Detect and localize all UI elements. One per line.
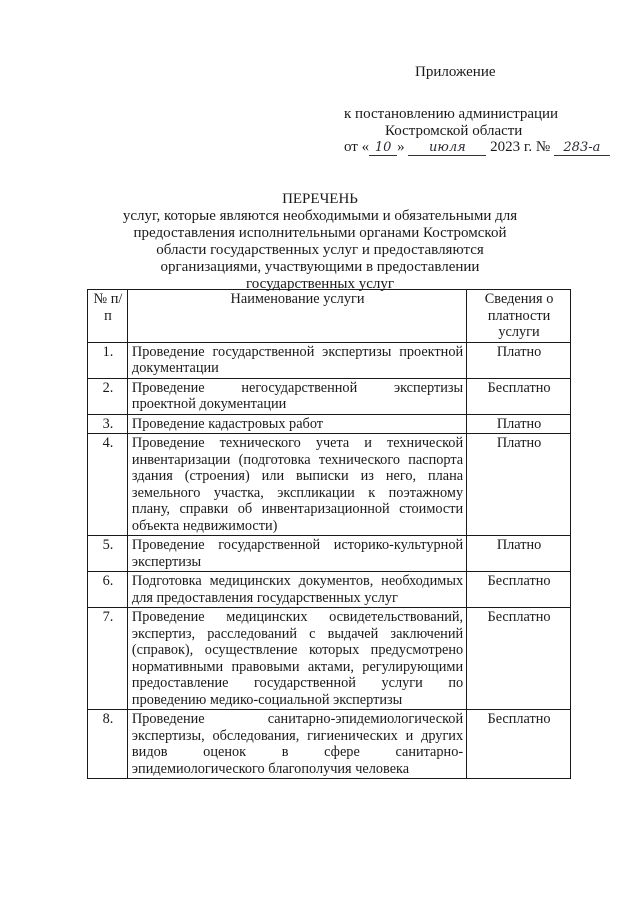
payment-status: Платно [467, 434, 571, 536]
table-row [88, 434, 571, 536]
table-row [88, 414, 571, 434]
table-row [88, 572, 571, 608]
row-number: 7. [88, 608, 128, 710]
service-name: Подготовка медицинских документов, необходимых для предоставления государственных услуг [127, 572, 466, 608]
document-title-block [110, 191, 530, 293]
date-mid: » [397, 139, 405, 155]
table-row [88, 710, 571, 779]
decree-reference: к постановлению администрации [344, 106, 559, 122]
row-number: 1. [88, 342, 128, 378]
row-number: 5. [88, 536, 128, 572]
service-name: Проведение технического учета и технической инвентаризации (подготовка технического паспорта здания (строения) или выписки из него, плана земельного участка, экспликации к поэтажному плану, справки об инвентаризационной стоимости объекта недвижимости) [127, 434, 466, 536]
row-number: 4. [88, 434, 128, 536]
payment-status: Бесплатно [467, 608, 571, 710]
table-header-row [88, 290, 571, 343]
payment-status: Платно [467, 342, 571, 378]
date-prefix: от « [344, 139, 370, 155]
decree-number-handwritten: 283-а [554, 141, 610, 156]
table-row [88, 342, 571, 378]
row-number: 3. [88, 414, 128, 434]
appendix-title: Приложение [415, 64, 496, 80]
list-subtitle: услуг, которые являются необходимыми и обязательными для предоставления исполнительными органами Костромской области государственных услуг и предоставляются организациями, участвующими в предоставлении государственных услуг [122, 208, 518, 292]
service-name: Проведение кадастровых работ [127, 414, 466, 434]
decree-date-line [344, 139, 610, 156]
service-name: Проведение санитарно-эпидемиологической экспертизы, обследования, гигиенических и других видов оценок в сфере санитарно-эпидемиологического благополучия человека [127, 710, 466, 779]
service-name: Проведение негосударственной экспертизы проектной документации [127, 378, 466, 414]
payment-status: Бесплатно [467, 378, 571, 414]
row-number: 6. [88, 572, 128, 608]
table-row [88, 378, 571, 414]
service-name: Проведение медицинских освидетельствований, экспертиз, расследований с выдачей заключений (справок), осуществление которых предусмотрено нормативными правовыми актами, регулирующими предоставление государственной услуги по проведению медико-социальной экспертизы [127, 608, 466, 710]
services-table [87, 289, 571, 779]
date-month-handwritten: июля [408, 141, 486, 156]
date-day-handwritten: 10 [369, 141, 397, 156]
region-name: Костромской области [385, 123, 523, 139]
date-year: 2023 г. № [490, 139, 551, 155]
payment-status: Бесплатно [467, 710, 571, 779]
service-name: Проведение государственной экспертизы проектной документации [127, 342, 466, 378]
payment-status: Бесплатно [467, 572, 571, 608]
column-header-number: № п/п [88, 290, 128, 343]
table-row [88, 536, 571, 572]
payment-status: Платно [467, 414, 571, 434]
table-row [88, 608, 571, 710]
payment-status: Платно [467, 536, 571, 572]
service-name: Проведение государственной историко-культурной экспертизы [127, 536, 466, 572]
row-number: 8. [88, 710, 128, 779]
row-number: 2. [88, 378, 128, 414]
column-header-payment: Сведения о платности услуги [467, 290, 571, 343]
column-header-service-name: Наименование услуги [127, 290, 466, 343]
list-heading: ПЕРЕЧЕНЬ [282, 191, 358, 207]
